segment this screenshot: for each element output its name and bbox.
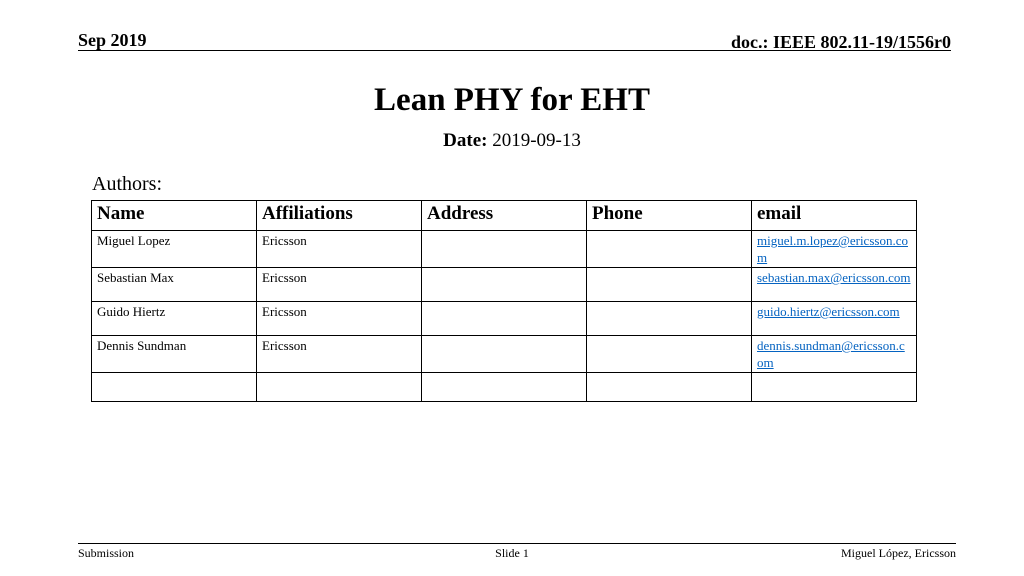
- cell-address: [422, 336, 587, 373]
- cell-affiliation: Ericsson: [257, 302, 422, 336]
- header-doc-id: doc.: IEEE 802.11-19/1556r0: [730, 32, 951, 52]
- cell-name: Dennis Sundman: [92, 336, 257, 373]
- cell-address: [422, 302, 587, 336]
- header-rule: [78, 50, 951, 51]
- cell-name: Guido Hiertz: [92, 302, 257, 336]
- col-header-name: Name: [92, 201, 257, 231]
- date-line: [0, 130, 1024, 152]
- footer-author: Miguel López, Ericsson: [841, 546, 956, 560]
- email-link[interactable]: miguel.m.lopez@ericsson.com: [757, 233, 908, 265]
- cell-empty: [752, 373, 917, 402]
- date-label: Date:: [443, 130, 488, 151]
- table-row-empty: [92, 373, 917, 402]
- cell-address: [422, 268, 587, 302]
- table-row: [92, 302, 917, 336]
- date-value: 2019-09-13: [492, 130, 581, 151]
- table-header-row: [92, 201, 917, 231]
- cell-name: Sebastian Max: [92, 268, 257, 302]
- email-link[interactable]: sebastian.max@ericsson.com: [757, 270, 911, 285]
- cell-address: [422, 231, 587, 268]
- cell-phone: [587, 268, 752, 302]
- table-row: [92, 231, 917, 268]
- cell-affiliation: Ericsson: [257, 268, 422, 302]
- header-date: Sep 2019: [78, 30, 147, 50]
- cell-name: Miguel Lopez: [92, 231, 257, 268]
- col-header-email: email: [752, 201, 917, 231]
- email-link[interactable]: guido.hiertz@ericsson.com: [757, 304, 900, 319]
- email-link[interactable]: dennis.sundman@ericsson.com: [757, 338, 905, 370]
- cell-affiliation: Ericsson: [257, 336, 422, 373]
- authors-table: [91, 200, 917, 402]
- cell-phone: [587, 231, 752, 268]
- footer-slide-number: Slide 1: [495, 546, 529, 560]
- table-row: [92, 336, 917, 373]
- cell-email: [752, 336, 917, 373]
- cell-empty: [92, 373, 257, 402]
- table-row: [92, 268, 917, 302]
- cell-email: [752, 231, 917, 268]
- cell-email: [752, 268, 917, 302]
- col-header-affiliations: Affiliations: [257, 201, 422, 231]
- col-header-address: Address: [422, 201, 587, 231]
- footer-submission: Submission: [78, 546, 135, 560]
- cell-phone: [587, 336, 752, 373]
- authors-label: Authors:: [92, 173, 162, 195]
- cell-email: [752, 302, 917, 336]
- cell-empty: [587, 373, 752, 402]
- cell-affiliation: Ericsson: [257, 231, 422, 268]
- cell-empty: [257, 373, 422, 402]
- cell-phone: [587, 302, 752, 336]
- col-header-phone: Phone: [587, 201, 752, 231]
- footer-rule: [78, 543, 956, 544]
- slide-title: Lean PHY for EHT: [374, 82, 650, 118]
- cell-empty: [422, 373, 587, 402]
